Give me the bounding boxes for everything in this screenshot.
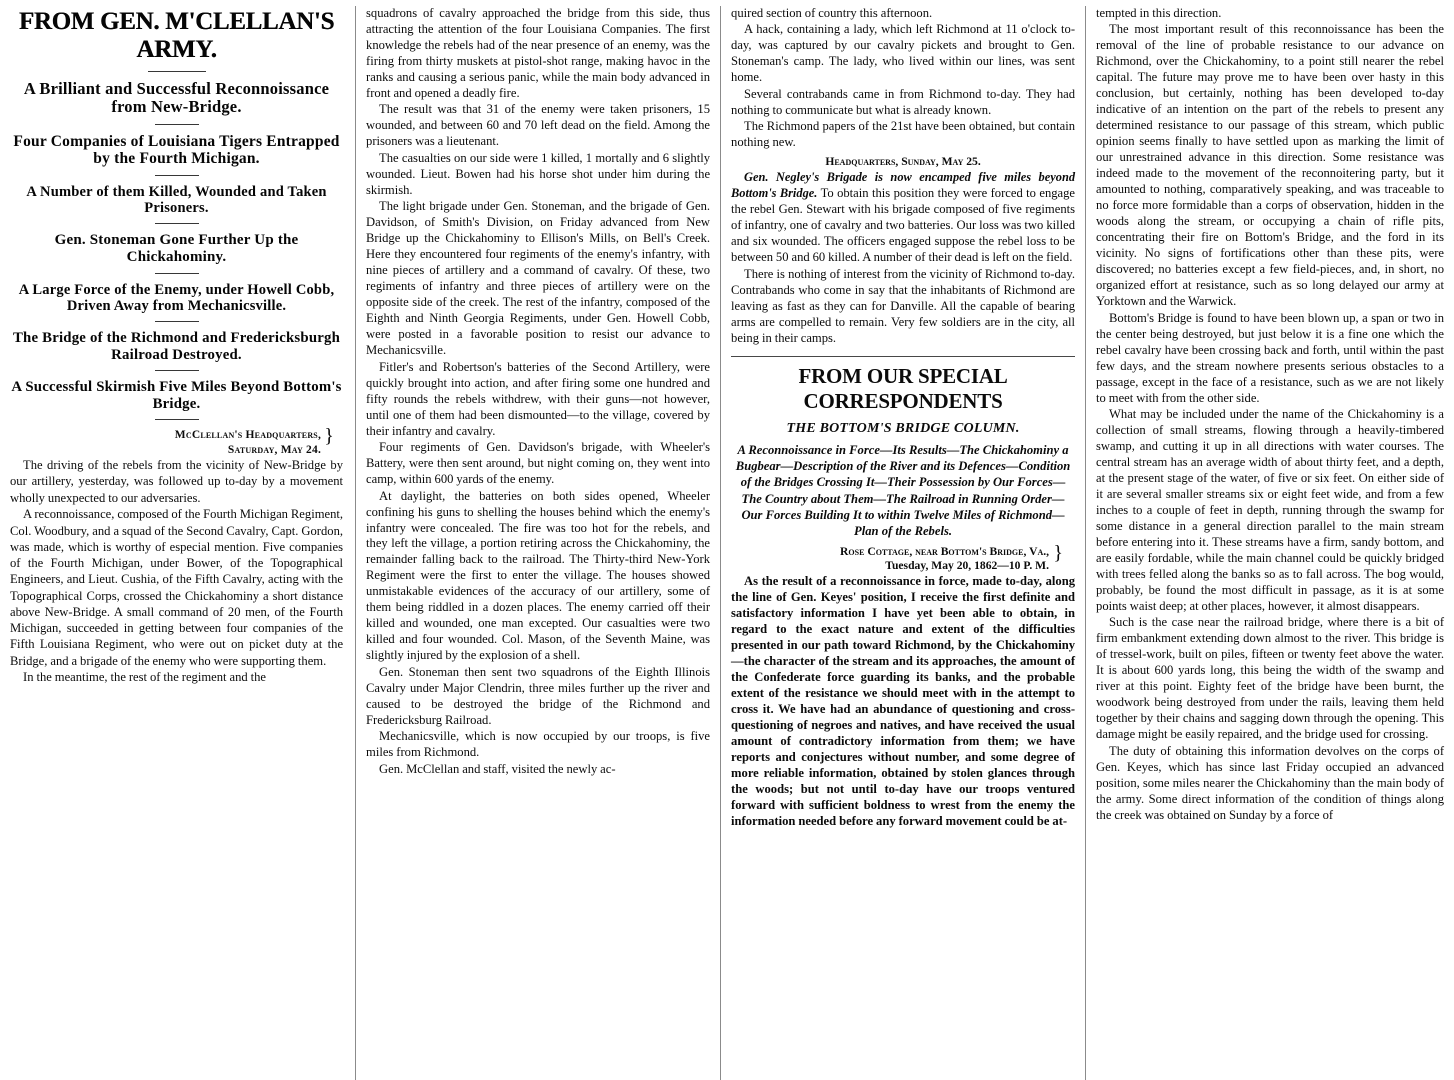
- paragraph: As the result of a reconnoissance in force, made to-day, along the line of Gen. Keyes' position, I receive the first definite and satisfactory information I have yet been able to obtain, in regard to the exact nature and extent of the difficulties presented in our path toward Richmond, by the Chickahominy—the character of the stream and its approaches, the amount of the Confederate force guarding its banks, and the probable extent of the resistance we should meet with in the attempt to cross it. We have had an abundance of questioning and cross-questioning of negroes and natives, and have received the usual amount of contradictory information from them; we have reports and conjectures without number, and some degree of more reliable information, obtained by stolen glances through the woods; but not until to-day have our troops ventured forward with sufficient boldness to wrest from the enemy the information needed before any forward movement could be at-: [731, 573, 1076, 828]
- page-title: FROM GEN. M'CLELLAN'S ARMY.: [18, 8, 335, 63]
- column-1: [4, 6, 355, 1080]
- paragraph: Such is the case near the railroad bridge, where there is a bit of firm embankment extending down almost to the river. This bridge is of tressel-work, built on piles, fifteen or twenty feet above the water. It is about 600 yards long, this being the width of the swamp and river at this point. Eighty feet of the bridge have been burnt, the woodwork being destroyed from under the rails, leaving them held together by their chains and sagging down through the opening. This damage might be easily repaired, and the bridge used for crossing.: [1096, 615, 1445, 742]
- paragraph: Gen. Stoneman then sent two squadrons of the Eighth Illinois Cavalry under Major Clendrin, three miles further up the river and caused to be destroyed the bridge of the Richmond and Fredericksburg Railroad.: [366, 664, 711, 727]
- column-3: [720, 6, 1085, 1080]
- divider: [155, 419, 199, 420]
- paragraph: A hack, containing a lady, which left Richmond at 11 o'clock to-day, was captured by our cavalry pickets and brought to Gen. Stoneman's camp. The lady, who lived within our lines, was sent home.: [731, 22, 1076, 85]
- dateline: [10, 425, 335, 457]
- paragraph: quired section of country this afternoon.: [731, 6, 933, 20]
- paragraph: tempted in this direction.: [1096, 6, 1222, 20]
- paragraph: The Richmond papers of the 21st have been obtained, but contain nothing new.: [731, 119, 1076, 150]
- paragraph: Bottom's Bridge is found to have been blown up, a span or two in the center being destroyed, but just below it is a fine one which the rebel cavalry have been crossing back and forth, until within the past few days, and the stream nowhere presents serious obstacles to a passage, except in the face of a resistance, such as we are not likely to meet with from the other side.: [1096, 310, 1445, 405]
- divider: [148, 71, 206, 72]
- headline-deck-5: A Large Force of the Enemy, under Howell Cobb, Driven Away from Mechanicsville.: [18, 281, 335, 314]
- divider: [155, 223, 199, 224]
- divider: [155, 321, 199, 322]
- italic-lead-text: Gen. Negley's Brigade is now encamped five miles beyond Bottom's Bridge.: [731, 170, 1076, 201]
- divider: [155, 273, 199, 274]
- dateline-line-1: McClellan's Headquarters,: [174, 429, 322, 442]
- headline-deck-3: A Number of them Killed, Wounded and Taken Prisoners.: [26, 183, 327, 216]
- column-2: [355, 6, 720, 1080]
- headline-deck-6: The Bridge of the Richmond and Fredericksburgh Railroad Destroyed.: [12, 330, 341, 363]
- paragraph: A reconnoissance, composed of the Fourth Michigan Regiment, Col. Woodbury, and a squad of the Second Cavalry, Capt. Gordon, was made, which is worthy of especial mention. Five companies of the Fourth Michigan, under Bower, of the Topographical Engineers, and Lieut. Cushia, of the Fifth Cavalry, acting with the Topographical Corps, crossed the Chickahominy a short distance above New-Bridge. A small command of 20 men, of the Fourth Michigan, succeeded in getting between four companies of the Fifth Louisiana Regiment, who were out on picket duty at the Bridge, and a brigade of the enemy who were supporting them.: [10, 507, 344, 668]
- divider: [155, 124, 199, 125]
- subsection-heading: THE BOTTOM'S BRIDGE COLUMN.: [786, 420, 1020, 436]
- paragraph: squadrons of cavalry approached the bridge from this side, thus attracting the attention of the four Louisiana Companies. The first knowledge the rebels had of the near presence of an enemy, was the firing from thirty muskets at pistol-shot range, making havoc in the ranks and causing a serious panic, while the main body advanced in front and opened a deadly fire.: [366, 6, 711, 100]
- paragraph: The light brigade under Gen. Stoneman, and the brigade of Gen. Davidson, of Smith's Division, on Friday advanced from New Bridge up the Chickahominy to Ellison's Mills, on Bell's Creek. Here they encountered four regiments of the enemy's infantry, with nine pieces of artillery and a command of cavalry. Of these, two regiments of infantry and three pieces of artillery were on the opposite side of the creek. The rest of the infantry, composed of the Eighth and Ninth Georgia Regiments, under Gen. Howell Cobb, were posted in a favorable position to resist our advance to Mechanicsville.: [366, 199, 711, 358]
- subsection-summary: A Reconnoissance in Force—Its Results—The Chickahominy a Bugbear—Description of the River and its Defences—Condition of the Bridges Crossing It—Their Possession by Our Forces—The Country about Them—The Railroad in Running Order—Our Forces Building It to within Twelve Miles of Richmond—Plan of the Rebels.: [735, 442, 1071, 539]
- divider: [155, 175, 199, 176]
- correspondent-place: Rose Cottage, near Bottom's Bridge, Va.,: [840, 544, 1050, 558]
- headline-deck-2: Four Companies of Louisiana Tigers Entrapped by the Fourth Michigan.: [13, 132, 340, 168]
- paragraph: In the meantime, the rest of the regiment and the: [23, 670, 266, 685]
- headline-deck-7: A Successful Skirmish Five Miles Beyond Bottom's Bridge.: [11, 379, 342, 412]
- correspondent-dateline: [731, 541, 1064, 574]
- headline-deck-4: Gen. Stoneman Gone Further Up the Chickahominy.: [54, 232, 299, 265]
- paragraph: The result was that 31 of the enemy were taken prisoners, 15 wounded, and between 60 and 70 left dead on the field. Among the prisoners was a lieutenant.: [366, 102, 711, 149]
- column-4: [1085, 6, 1450, 1080]
- paragraph: The most important result of this reconnoissance has been the removal of the line of probable resistance to our advance on Richmond, over the Chickahominy, to a point still nearer the rebel capital. The future may prove me to have been over hasty in this conclusion, but certainly, nothing has been developed to-day indicative of an intention on the part of the rebels to present any determined resistance to our passage of this stream, which public opinion seems finally to have settled upon as marking the limit of our unrestrained advance in this direction. Some resistance was indeed made to the movement of the reconnoitering party, but it amounted to nothing, comparatively speaking, and was traceable to no force more formidable than a corps of observation, hidden in the woods along the stream, or occupying a chain of rifle pits, concentrating their fire on Bottom's Bridge, and the ford in its vicinity. No signs of fortifications other than these pits, were discovered; no batteries except a few field-pieces, and, in short, no organized effort at resistance, such as so long delayed our army at Yorktown and the Warwick.: [1096, 22, 1445, 309]
- paragraph-italic-lead: [731, 170, 1075, 266]
- paragraph: The casualties on our side were 1 killed, 1 mortally and 6 slightly wounded. Lieut. Bowen had his horse shot under him during the skirmish.: [366, 150, 711, 197]
- paragraph: There is nothing of interest from the vicinity of Richmond to-day. Contrabands who come in say that the inhabitants of Richmond are leaving as fast as they can for Danville. All the capable of bearing arms are compelled to remain. Very few soldiers are in the city, all being in their camps.: [731, 266, 1076, 345]
- dateline-brace: }: [1053, 541, 1064, 564]
- dateline-line-2: Saturday, May 24.: [227, 443, 322, 456]
- headquarters-dateline: Headquarters, Sunday, May 25.: [825, 155, 981, 169]
- paragraph: Fitler's and Robertson's batteries of the Second Artillery, were quickly brought into action, and after firing some one hundred and fifty rounds the rebels withdrew, with their guns—not however, until one of them had been dismounted—to the village, covered by their infantry and cavalry.: [366, 359, 711, 438]
- paragraph: At daylight, the batteries on both sides opened, Wheeler confining his guns to shelling the houses behind which the enemy's infantry were concealed. The fire was too hot for the rebels, and they left the village, a portion retiring across the Chickahominy, the remainder falling back to the railroad. The Thirty-third New-York Regiment were the first to enter the village. The houses showed unmistakable evidences of the accuracy of our artillery, some of them being riddled in a dozen places. The enemy carried off their killed and wounded, one man excepted. Our casualties were two killed and four wounded. Col. Mason, of the Seventh Maine, was slightly injured by the explosion of a shell.: [366, 488, 711, 663]
- paragraph-rest: To obtain this position they were forced to engage the rebel Gen. Stewart with his brigade composed of five regiments of infantry, one of cavalry and two batteries. Our loss was two killed and six wounded. The officers engaged suppose the rebel loss to be between 50 and 60 killed. A number of their dead is left on the field.: [731, 186, 1076, 265]
- paragraph: Four regiments of Gen. Davidson's brigade, with Wheeler's Battery, were then sent around, but night coming on, they went into camp, within 600 yards of the enemy.: [366, 440, 711, 487]
- paragraph: Gen. McClellan and staff, visited the newly ac-: [379, 761, 616, 776]
- paragraph: What may be included under the name of the Chickahominy is a collection of small streams, flowing through a heavily-timbered swamp, and cutting it up in all directions with water courses. The central stream has an average width of about thirty feet, and a depth, at the present stage of the water, of five or six feet. On either side of it are several smaller streams six or eight feet wide, and from a few inches to a couple of feet in depth, running through the swamp for some distance in a general direction parallel to the main stream before entering into it. These streams have a firm, sandy bottom, and are easily fordable, while the main channel could be quickly bridged with trees felled along the banks so as to fall across. The bog would, probably, be found the most difficult in passage, as it is at some points waist deep; at other places, however, it almost disappears.: [1096, 407, 1445, 613]
- divider: [155, 370, 199, 371]
- paragraph: The driving of the rebels from the vicinity of New-Bridge by our artillery, yesterday, was followed up to-day by a movement wholly unexpected to our adversaries.: [10, 458, 344, 505]
- dateline-brace: }: [324, 425, 335, 448]
- section-heading: FROM OUR SPECIAL CORRESPONDENTS: [731, 356, 1075, 414]
- paragraph: Mechanicsville, which is now occupied by our troops, is five miles from Richmond.: [366, 729, 711, 760]
- headline-deck-1: A Brilliant and Successful Reconnoissance from New-Bridge.: [23, 79, 330, 117]
- paragraph: Several contrabands came in from Richmond to-day. They had nothing to communicate but what is already known.: [731, 86, 1076, 117]
- correspondent-date: Tuesday, May 20, 1862—10 P. M.: [885, 559, 1050, 573]
- paragraph: The duty of obtaining this information devolves on the corps of Gen. Keyes, which has since last Friday occupied an advanced position, some miles nearer the Chickahominy than the main body of the army. Some direct information of the condition of things along the creek was obtained on Sunday by a force of: [1096, 743, 1445, 822]
